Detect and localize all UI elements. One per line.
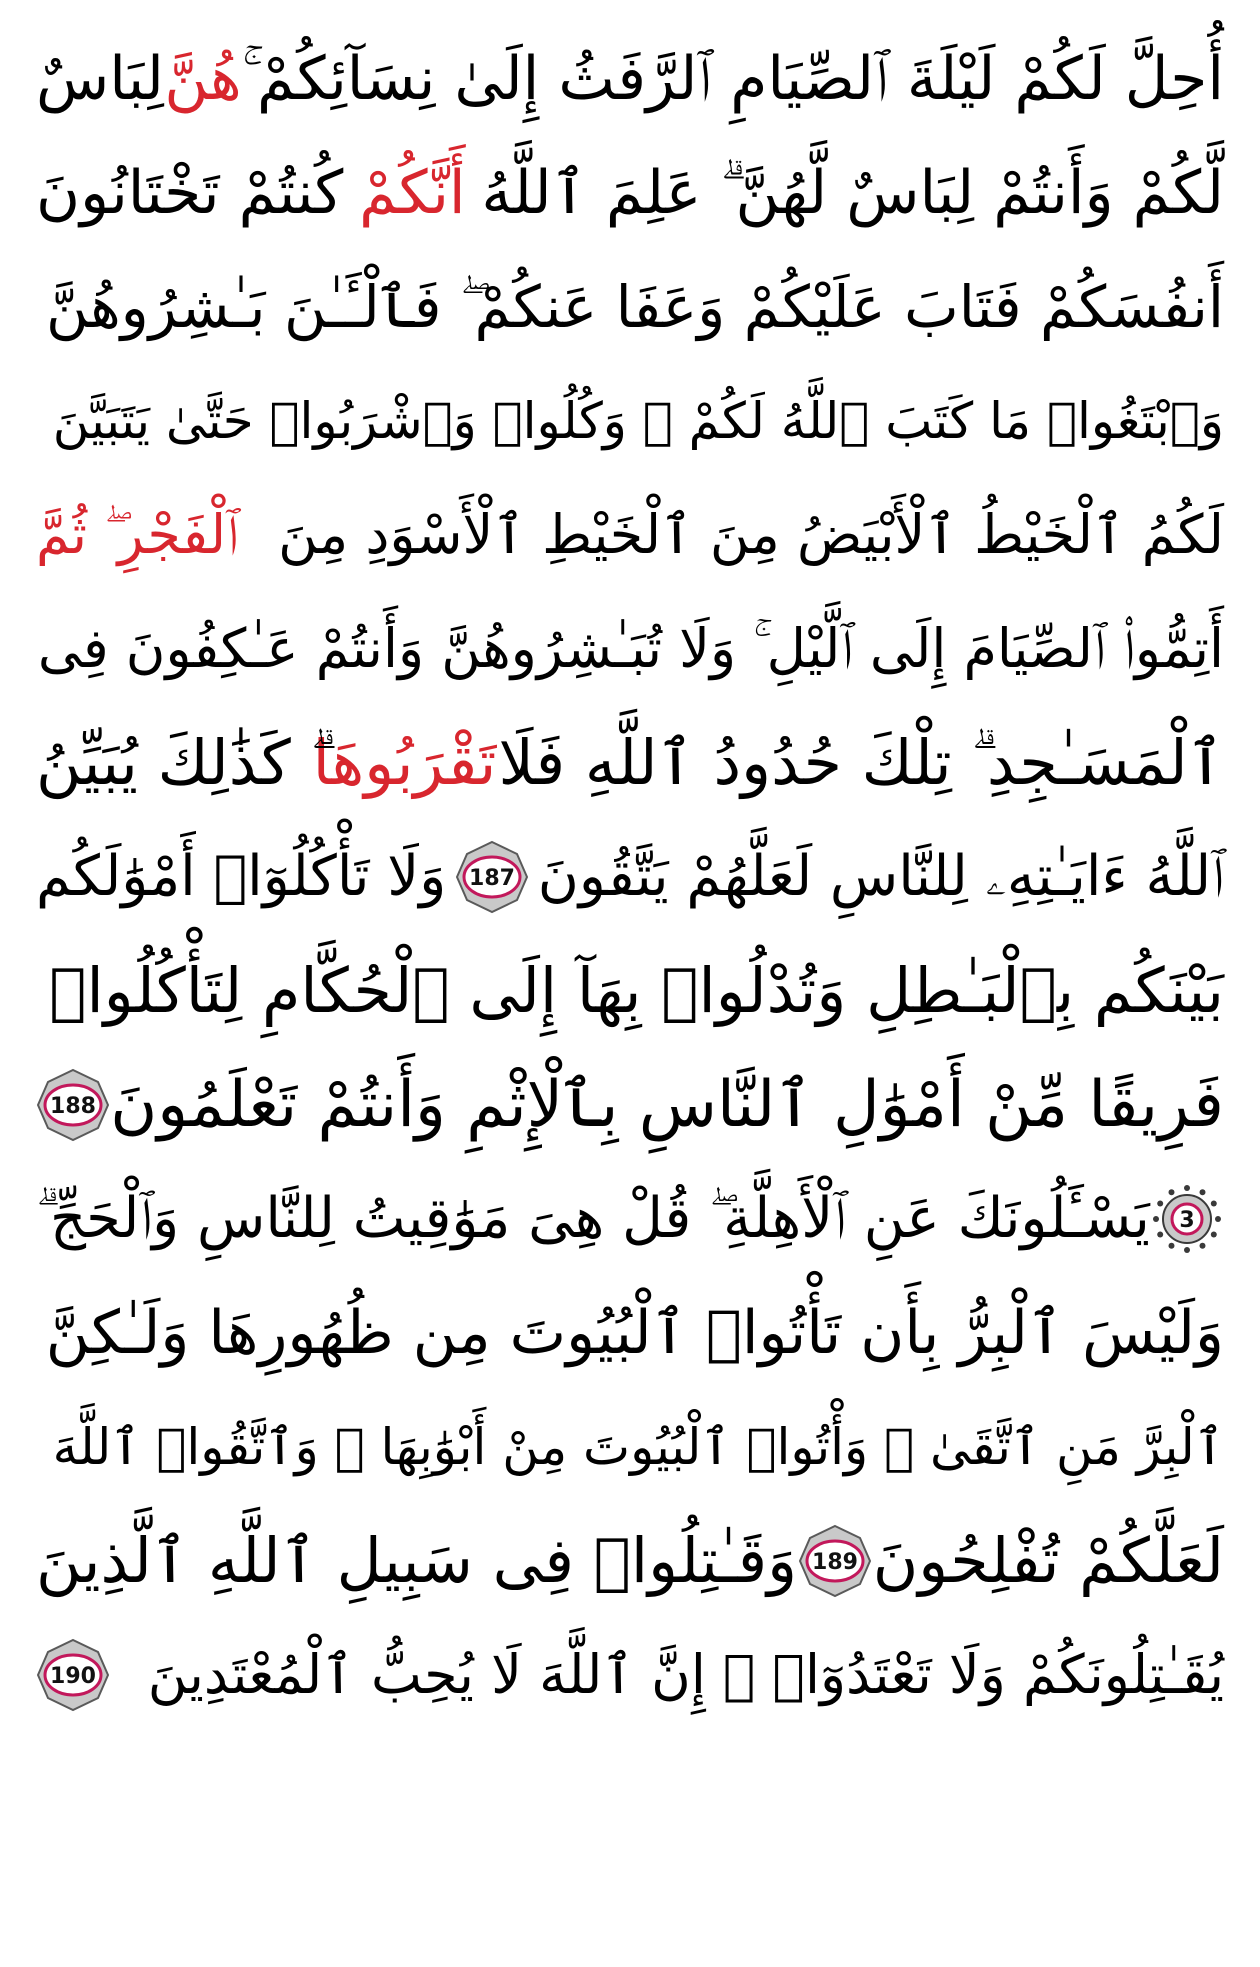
text-line-10 — [36, 1048, 1224, 1162]
tajweed-highlight-text: ٱلْفَجْرِ ۖ ثُمَّ — [36, 503, 239, 566]
text-line-7 — [36, 706, 1224, 820]
text-line-6 — [36, 592, 1224, 706]
verse-text: وَلَيْسَ ٱلْبِرُّ بِأَن تَأْتُوا۟ ٱلْبُيُوتَ مِن ظُهُورِهَا وَلَـٰكِنَّ — [45, 1298, 1224, 1368]
verse-text: أُحِلَّ لَكُمْ لَيْلَةَ ٱلصِّيَامِ ٱلرَّفَثُ إِلَىٰ نِسَآئِكُمْ ۚ — [242, 44, 1224, 114]
verse-text: ٱلْمَسَـٰجِدِ ۗ تِلْكَ حُدُودُ ٱللَّهِ فَلَا — [498, 726, 1224, 799]
text-line-11 — [36, 1162, 1224, 1276]
verse-text: يَسْـَٔلُونَكَ عَنِ ٱلْأَهِلَّةِ ۖ قُلْ هِىَ مَوَٰقِيتُ لِلنَّاسِ وَٱلْحَجِّ ۗ — [36, 1186, 1150, 1251]
text-line-3 — [36, 250, 1224, 364]
ayah-number: 190 — [50, 1664, 96, 1689]
ayah-number: 189 — [811, 1550, 858, 1575]
text-line-13 — [36, 1390, 1224, 1504]
verse-text: لَّكُمْ وَأَنتُمْ لِبَاسٌ لَّهُنَّ ۗ عَلِمَ ٱللَّهُ — [481, 158, 1224, 228]
verse-text: لَعَلَّكُمْ تُفْلِحُونَ — [872, 1524, 1224, 1597]
ayah-number: 187 — [469, 866, 515, 891]
tajweed-highlight-text: أَنَّكُمْ — [359, 158, 466, 228]
verse-text: بَيْنَكُم بِٱلْبَـٰطِلِ وَتُدْلُوا۟ بِهَآ إِلَى ٱلْحُكَّامِ لِتَأْكُلُوا۟ — [49, 954, 1224, 1027]
text-line-1 — [36, 22, 1224, 136]
verse-text: ٱللَّهُ ءَايَـٰتِهِۦ لِلنَّاسِ لَعَلَّهُمْ يَتَّقُونَ — [537, 844, 1224, 909]
ayah-end-marker-icon — [798, 1524, 872, 1598]
ayah-end-marker-icon — [455, 840, 529, 914]
text-line-14 — [36, 1504, 1224, 1618]
ayah-number: 188 — [50, 1094, 96, 1119]
text-line-4 — [36, 364, 1224, 478]
verse-text: ٱلْبِرَّ مَنِ ٱتَّقَىٰ ۗ وَأْتُوا۟ ٱلْبُيُوتَ مِنْ أَبْوَٰبِهَا ۚ وَٱتَّقُوا۟ ٱللَّهَ — [52, 1418, 1224, 1476]
tajweed-highlight-text: تَقْرَبُوهَا — [312, 726, 497, 799]
text-line-5 — [36, 478, 1224, 592]
verse-text: ۗ كَذَٰلِكَ يُبَيِّنُ — [36, 726, 311, 799]
verse-text: وَٱبْتَغُوا۟ مَا كَتَبَ ٱللَّهُ لَكُمْ ۚ وَكُلُوا۟ وَٱشْرَبُوا۟ حَتَّىٰ يَتَبَيَّنَ — [52, 392, 1224, 450]
verse-text: يُقَـٰتِلُونَكُمْ وَلَا تَعْتَدُوٓا۟ ۚ إِنَّ ٱللَّهَ لَا يُحِبُّ ٱلْمُعْتَدِينَ — [147, 1643, 1224, 1706]
text-line-8 — [36, 820, 1224, 934]
text-line-2 — [36, 136, 1224, 250]
verse-text: وَلَا تَأْكُلُوٓا۟ أَمْوَٰلَكُم — [36, 844, 447, 909]
text-line-15 — [36, 1618, 1224, 1732]
verse-text: لَكُمُ ٱلْخَيْطُ ٱلْأَبْيَضُ مِنَ ٱلْخَيْطِ ٱلْأَسْوَدِ مِنَ — [278, 503, 1224, 566]
verse-text: فَرِيقًا مِّنْ أَمْوَٰلِ ٱلنَّاسِ بِٱلْإِثْمِ وَأَنتُمْ تَعْلَمُونَ — [110, 1068, 1224, 1142]
text-line-9 — [36, 934, 1224, 1048]
verse-text: أَنفُسَكُمْ فَتَابَ عَلَيْكُمْ وَعَفَا عَنكُمْ ۖ فَٱلْـَٔـٰنَ بَـٰشِرُوهُنَّ — [45, 273, 1224, 341]
tajweed-highlight-text: هُنَّ — [164, 44, 242, 114]
juz-rosette-icon — [1150, 1182, 1224, 1256]
verse-text: أَتِمُّوا۟ ٱلصِّيَامَ إِلَى ٱلَّيْلِ ۚ وَلَا تُبَـٰشِرُوهُنَّ وَأَنتُمْ عَـٰكِفُونَ فِى — [37, 617, 1224, 680]
verse-text: لِبَاسٌ — [36, 44, 164, 114]
juz-number: 3 — [1179, 1208, 1195, 1233]
verse-text: كُنتُمْ تَخْتَانُونَ — [36, 158, 344, 228]
text-line-12 — [36, 1276, 1224, 1390]
verse-text: وَقَـٰتِلُوا۟ فِى سَبِيلِ ٱللَّهِ ٱلَّذِينَ — [36, 1524, 798, 1597]
ayah-end-marker-icon — [36, 1068, 110, 1142]
ayah-end-marker-icon — [36, 1638, 110, 1712]
